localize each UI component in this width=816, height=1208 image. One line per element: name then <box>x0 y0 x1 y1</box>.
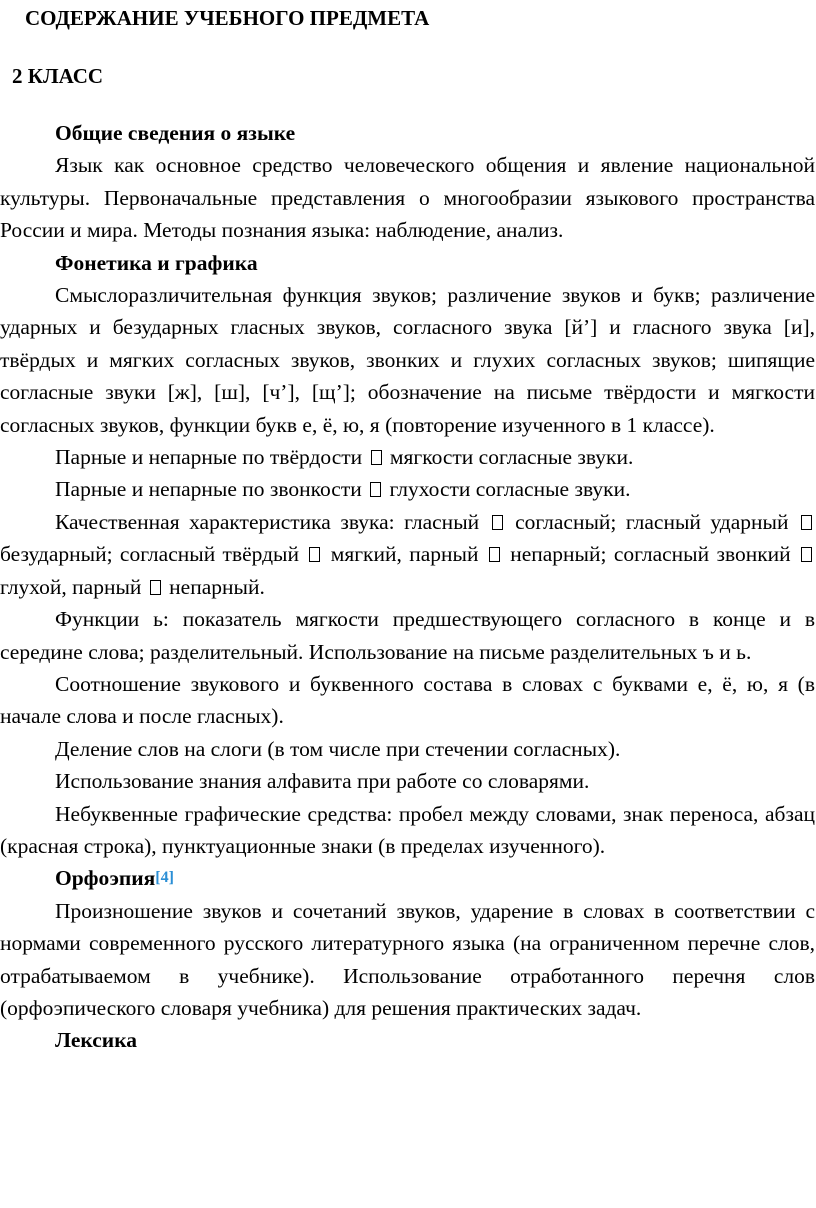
paragraph: Парные и непарные по твёрдости мягкости согласные звуки. <box>55 445 634 470</box>
missing-glyph-icon <box>309 547 320 562</box>
section-heading-phonetics: Фонетика и графика <box>55 250 258 275</box>
section-heading-orthoepy: Орфоэпия[4] <box>55 866 174 891</box>
missing-glyph-icon <box>371 450 382 465</box>
missing-glyph-icon <box>801 515 812 530</box>
section-heading-general: Общие сведения о языке <box>55 121 296 145</box>
paragraph: Функции ь: показатель мягкости предшествующего согласного в конце и в середине слова; разделительный. Использование на письме разделительных ъ и ь. <box>0 607 815 664</box>
paragraph: Смыслоразличительная функция звуков; различение звуков и букв; различение ударных и безударных гласных звуков, согласного звука [й’] и гласного звука [и], твёрдых и мягких согласных звуков, звонких и глухих согласных звуков; шипящие согласные звуки [ж], [ш], [ч’], [щ’]; обозначение на письме твёрдости и мягкости согласных звуков, функции букв е, ё, ю, я (повторение изученного в 1 классе). <box>0 283 815 437</box>
grade-heading: 2 КЛАСС <box>12 64 104 88</box>
paragraph: Использование знания алфавита при работе со словарями. <box>55 769 590 794</box>
document-body <box>0 117 815 1057</box>
missing-glyph-icon <box>150 580 161 595</box>
section-heading-lexicon: Лексика <box>55 1028 138 1053</box>
paragraph: Язык как основное средство человеческого общения и явление национальной культуры. Первоначальные представления о многообразии языкового пространства России и мира. Методы познания языка: наблюдение, анализ. <box>0 153 815 243</box>
paragraph: Произношение звуков и сочетаний звуков, ударение в словах в соответствии с нормами современного русского литературного языка (на ограниченном перечне слов, отрабатываемом в учебнике). Использование отработанного перечня слов (орфоэпического словаря учебника) для решения практических задач. <box>0 898 815 1020</box>
paragraph: Соотношение звукового и буквенного состава в словах с буквами е, ё, ю, я (в начале слова и после гласных). <box>0 671 815 729</box>
missing-glyph-icon <box>801 547 812 562</box>
missing-glyph-icon <box>489 547 500 562</box>
paragraph: Качественная характеристика звука: гласный согласный; гласный ударный безударный; согласный твёрдый мягкий, парный непарный; согласный звонкий глухой, парный непарный. <box>0 506 815 603</box>
missing-glyph-icon <box>370 482 381 497</box>
document-title: СОДЕРЖАНИЕ УЧЕБНОГО ПРЕДМЕТА <box>25 6 430 30</box>
paragraph: Парные и непарные по звонкости глухости согласные звуки. <box>55 477 631 502</box>
paragraph: Небуквенные графические средства: пробел между словами, знак переноса, абзац (красная строка), пунктуационные знаки (в пределах изученного). <box>0 801 815 858</box>
missing-glyph-icon <box>492 515 503 530</box>
footnote-ref-link[interactable]: [4] <box>155 869 174 887</box>
paragraph: Деление слов на слоги (в том числе при стечении согласных). <box>55 736 621 761</box>
